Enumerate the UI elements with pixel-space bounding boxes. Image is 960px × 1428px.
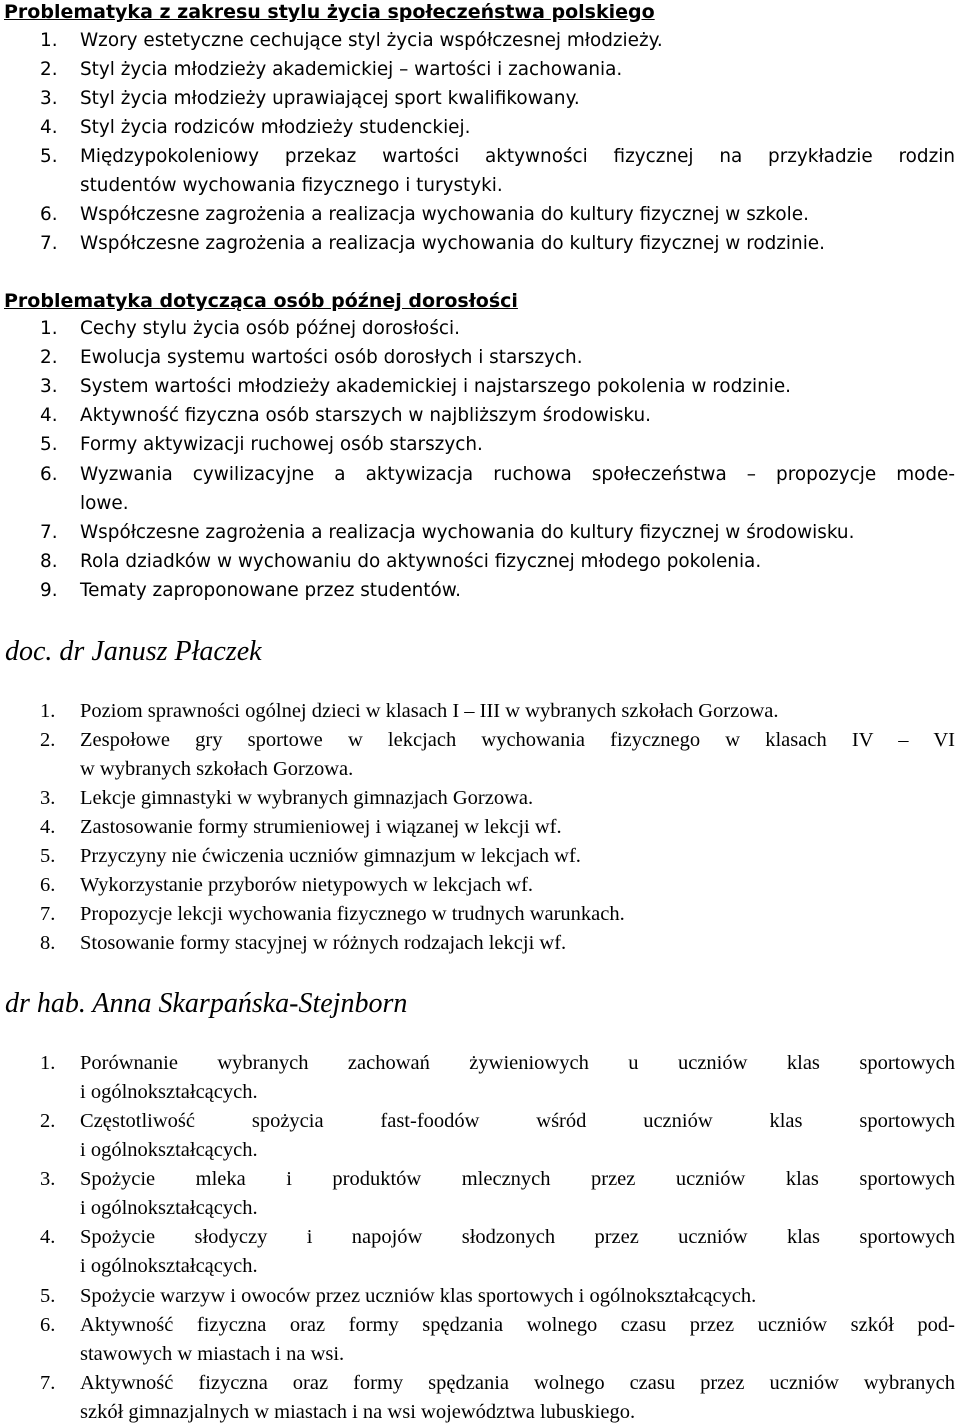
item-text: Międzypokoleniowy przekaz wartości aktywności fizycznej na przykładzie rodzin <box>80 146 955 167</box>
item-text: Formy aktywizacji ruchowej osób starszych. <box>80 434 483 455</box>
list-item <box>40 1311 955 1370</box>
item-text: Przyczyny nie ćwiczenia uczniów gimnazjum w lekcjach wf. <box>80 845 581 867</box>
list-item <box>40 929 955 958</box>
item-number: 4. <box>40 117 58 138</box>
item-text-continuation: w wybranych szkołach Gorzowa. <box>80 758 354 781</box>
list-item <box>40 1282 955 1311</box>
list-item <box>40 1165 955 1224</box>
item-number: 3. <box>40 787 56 809</box>
item-text: Poziom sprawności ogólnej dzieci w klasach I – III w wybranych szkołach Gorzowa. <box>80 700 779 722</box>
item-number: 2. <box>40 59 58 80</box>
list-item <box>40 430 955 459</box>
list-item <box>40 314 955 343</box>
item-number: 1. <box>40 318 58 339</box>
item-text-continuation: studentów wychowania fizycznego i turystyki. <box>80 175 503 197</box>
item-text-continuation: lowe. <box>80 493 129 515</box>
item-number: 5. <box>40 146 58 167</box>
list-item <box>40 547 955 576</box>
item-text: Częstotliwość spożycia fast-foodów wśród uczniów klas sportowych <box>80 1110 955 1132</box>
item-text: Zastosowanie formy strumieniowej i wiązanej w lekcji wf. <box>80 816 562 838</box>
list-item <box>40 697 955 726</box>
item-text: Spożycie warzyw i owoców przez uczniów klas sportowych i ogólnokształcących. <box>80 1285 757 1307</box>
item-number: 2. <box>40 347 58 368</box>
item-text: Współczesne zagrożenia a realizacja wychowania do kultury fizycznej w rodzinie. <box>80 233 825 254</box>
item-text: Spożycie słodyczy i napojów słodzonych przez uczniów klas sportowych <box>80 1226 955 1248</box>
list-item <box>40 576 955 605</box>
author-heading-skarpanska: dr hab. Anna Skarpańska-Stejnborn <box>5 988 408 1019</box>
item-number: 6. <box>40 204 58 225</box>
item-text: Wyzwania cywilizacyjne a aktywizacja ruchowa społeczeństwa – propozycje mode- <box>80 464 955 485</box>
item-number: 4. <box>40 1226 56 1248</box>
item-number: 5. <box>40 845 56 867</box>
item-number: 2. <box>40 729 56 751</box>
item-text-continuation: stawowych w miastach i na wsi. <box>80 1343 345 1366</box>
item-number: 3. <box>40 376 58 397</box>
list-item <box>40 518 955 547</box>
item-text: Aktywność fizyczna oraz formy spędzania wolnego czasu przez uczniów wybranych <box>80 1372 955 1394</box>
list-item <box>40 84 955 113</box>
list-item <box>40 142 955 201</box>
item-text: Spożycie mleka i produktów mlecznych przez uczniów klas sportowych <box>80 1168 955 1190</box>
item-number: 1. <box>40 30 58 51</box>
item-number: 3. <box>40 88 58 109</box>
list-item <box>40 460 955 519</box>
list-item <box>40 900 955 929</box>
item-text-continuation: i ogólnokształcących. <box>80 1255 258 1278</box>
item-number: 4. <box>40 405 58 426</box>
list-item <box>40 401 955 430</box>
item-number: 7. <box>40 522 58 543</box>
item-number: 6. <box>40 464 58 485</box>
list-item <box>40 229 955 258</box>
list-item <box>40 200 955 229</box>
item-text: Ewolucja systemu wartości osób dorosłych i starszych. <box>80 347 583 368</box>
list-item <box>40 842 955 871</box>
list-item <box>40 1223 955 1282</box>
item-number: 7. <box>40 903 56 925</box>
item-text: Styl życia rodziców młodzieży studenckiej. <box>80 117 471 138</box>
item-number: 1. <box>40 700 56 722</box>
item-number: 8. <box>40 551 58 572</box>
item-text: Styl życia młodzieży akademickiej – wartości i zachowania. <box>80 59 623 80</box>
item-number: 5. <box>40 1285 56 1307</box>
section-heading-late-adulthood: Problematyka dotycząca osób późnej dorosłości <box>4 290 518 312</box>
list-item <box>40 113 955 142</box>
item-text: Wzory estetyczne cechujące styl życia współczesnej młodzieży. <box>80 30 663 51</box>
list-item <box>40 784 955 813</box>
item-text: Cechy stylu życia osób późnej dorosłości. <box>80 318 460 339</box>
item-number: 4. <box>40 816 56 838</box>
item-text: Aktywność fizyczna oraz formy spędzania wolnego czasu przez uczniów szkół pod- <box>80 1314 955 1336</box>
list-item <box>40 726 955 785</box>
item-number: 6. <box>40 1314 56 1336</box>
list-item <box>40 26 955 55</box>
item-number: 3. <box>40 1168 56 1190</box>
list-item <box>40 55 955 84</box>
list-item <box>40 372 955 401</box>
item-number: 1. <box>40 1052 56 1074</box>
author-heading-placzek: doc. dr Janusz Płaczek <box>5 636 262 667</box>
list-item <box>40 1107 955 1166</box>
item-number: 7. <box>40 1372 56 1394</box>
section-heading-lifestyle: Problematyka z zakresu stylu życia społeczeństwa polskiego <box>4 1 655 23</box>
item-text: Współczesne zagrożenia a realizacja wychowania do kultury fizycznej w szkole. <box>80 204 809 225</box>
item-text: Porównanie wybranych zachowań żywieniowych u uczniów klas sportowych <box>80 1052 955 1074</box>
list-item <box>40 813 955 842</box>
item-text: System wartości młodzieży akademickiej i najstarszego pokolenia w rodzinie. <box>80 376 792 397</box>
item-number: 7. <box>40 233 58 254</box>
item-text-continuation: i ogólnokształcących. <box>80 1139 258 1162</box>
item-text: Styl życia młodzieży uprawiającej sport kwalifikowany. <box>80 88 580 109</box>
item-text: Aktywność fizyczna osób starszych w najbliższym środowisku. <box>80 405 652 426</box>
item-text-continuation: i ogólnokształcących. <box>80 1081 258 1104</box>
item-number: 8. <box>40 932 56 954</box>
item-number: 9. <box>40 580 58 601</box>
list-item <box>40 343 955 372</box>
item-text-continuation: szkół gimnazjalnych w miastach i na wsi województwa lubuskiego. <box>80 1401 636 1424</box>
item-text-continuation: i ogólnokształcących. <box>80 1197 258 1220</box>
item-number: 5. <box>40 434 58 455</box>
item-text: Propozycje lekcji wychowania fizycznego w trudnych warunkach. <box>80 903 625 925</box>
item-number: 6. <box>40 874 56 896</box>
item-text: Współczesne zagrożenia a realizacja wychowania do kultury fizycznej w środowisku. <box>80 522 855 543</box>
item-text: Zespołowe gry sportowe w lekcjach wychowania fizycznego w klasach IV – VI <box>80 729 955 751</box>
item-text: Rola dziadków w wychowaniu do aktywności fizycznej młodego pokolenia. <box>80 551 762 572</box>
list-item <box>40 1369 955 1428</box>
item-text: Wykorzystanie przyborów nietypowych w lekcjach wf. <box>80 874 534 896</box>
item-number: 2. <box>40 1110 56 1132</box>
item-text: Lekcje gimnastyki w wybranych gimnazjach Gorzowa. <box>80 787 534 809</box>
list-item <box>40 871 955 900</box>
list-item <box>40 1049 955 1108</box>
item-text: Stosowanie formy stacyjnej w różnych rodzajach lekcji wf. <box>80 932 567 954</box>
item-text: Tematy zaproponowane przez studentów. <box>80 580 461 601</box>
